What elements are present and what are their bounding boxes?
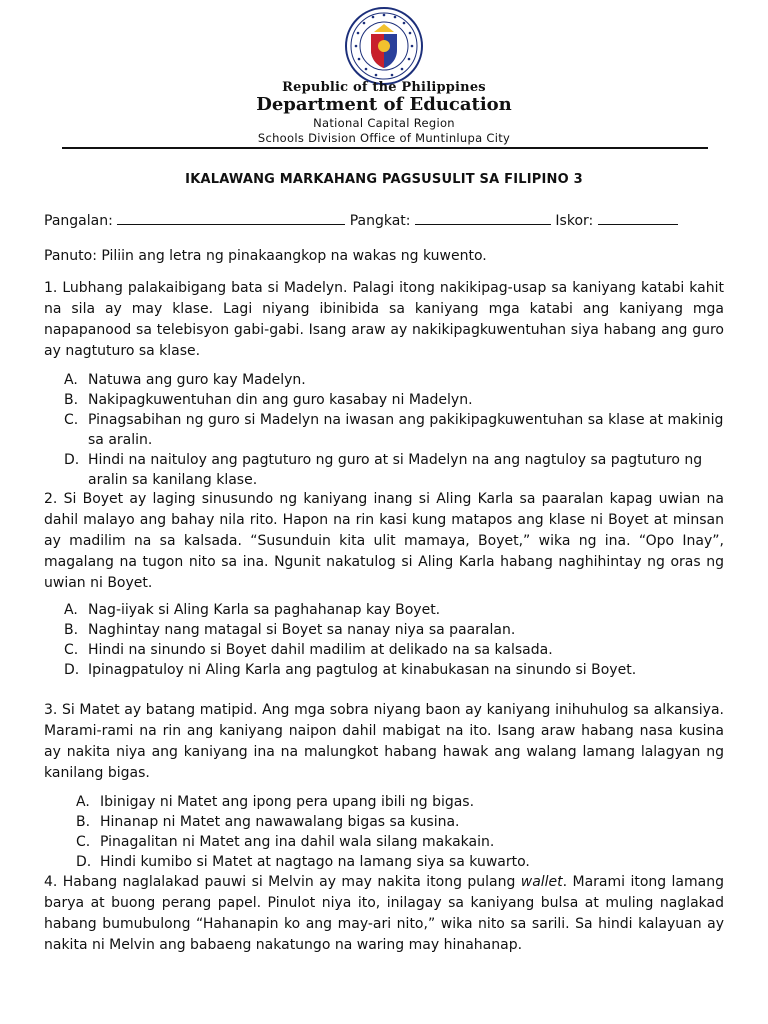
header-divider [62, 147, 708, 149]
region-heading: National Capital Region [313, 116, 455, 130]
question-3: 3. Si Matet ay batang matipid. Ang mga sobra niyang baon ay kaniyang inihuhulog sa alkansiya. Marami-rami na rin ang kaniyang naipon dahil mabigat na ito. Isang araw habang nasa kusina ay nakita niya ang kaniyang ina na malungkot habang hawak ang walang lamang lalagyan ng kanilang bigas. [44, 702, 724, 781]
choice[interactable]: A. Natuwa ang guro kay Madelyn. [64, 372, 306, 388]
choice[interactable]: B. Naghintay nang matagal si Boyet sa nanay niya sa paaralan. [64, 622, 516, 638]
question-1-choices [64, 370, 726, 490]
score-blank[interactable] [598, 211, 678, 225]
exam-title: IKALAWANG MARKAHANG PAGSUSULIT SA FILIPINO 3 [185, 172, 583, 187]
score-label: Iskor [555, 213, 589, 229]
choice[interactable]: C. Pinagsabihan ng guro si Madelyn na iwasan ang pakikipagkuwentuhan sa klase at makinig sa aralin. [64, 412, 724, 448]
choice[interactable]: A. Nag-iiyak si Aling Karla sa paghahanap kay Boyet. [64, 602, 441, 618]
question-2: 2. Si Boyet ay laging sinusundo ng kaniyang inang si Aling Karla sa paaralan kapag uwian na dahil malayo ang bahay nila rito. Hapon na rin kasi kung matapos ang klase ni Boyet at minsan ay madilim na sa kalsada. “Susunduin kita ulit mamaya, Boyet,” wika ng ina. “Opo Inay”, magalang na tugon nito sa ina. Ngunit nakatulog si Aling Karla habang naghihintay ng oras ng uwian ni Boyet. [44, 491, 724, 591]
section-label: Pangkat [349, 213, 406, 229]
republic-heading: Republic of the Philippines [282, 80, 486, 95]
choice[interactable]: C. Hindi na sinundo si Boyet dahil madilim at delikado na sa kalsada. [64, 642, 553, 658]
choice[interactable]: D. Hindi kumibo si Matet at nagtago na lamang siya sa kuwarto. [76, 854, 530, 870]
section-blank[interactable] [415, 211, 551, 225]
student-info-fields: Pangalan: Pangkat: Iskor: [44, 211, 678, 229]
instruction: Panuto: Piliin ang letra ng pinakaangkop na wakas ng kuwento. [44, 248, 487, 264]
italic-word: wallet [520, 874, 563, 890]
choice[interactable]: C. Pinagalitan ni Matet ang ina dahil wala silang makakain. [76, 834, 495, 850]
choice[interactable]: D. Hindi na naituloy ang pagtuturo ng guro at si Madelyn na ang nagtuloy sa pagtuturo ng aralin sa kanilang klase. [64, 452, 703, 488]
choice[interactable]: A. Ibinigay ni Matet ang ipong pera upang ibili ng bigas. [76, 794, 475, 810]
question-3-choices [76, 792, 726, 872]
department-heading: Department of Education [256, 94, 512, 115]
question-2-choices [64, 600, 726, 680]
question-1: 1. Lubhang palakaibigang bata si Madelyn. Palagi itong nakikipag-usap sa kaniyang katabi kahit na sila ay may klase. Lagi niyang ibinibida sa kaniyang mga katabi ang kaniyang mga napapanood sa telebisyon gabi-gabi. Isang araw ay nakikipagkuwentuhan siya habang ang guro ay nagtuturo sa klase. [44, 280, 724, 359]
choice[interactable]: D. Ipinagpatuloy ni Aling Karla ang pagtulog at kinabukasan na sinundo si Boyet. [64, 662, 637, 678]
deped-seal-icon [344, 6, 424, 86]
division-heading: Schools Division Office of Muntinlupa City [257, 131, 511, 145]
question-4: 4. Habang naglalakad pauwi si Melvin ay may nakita itong pulang wallet. Marami itong lamang barya at buong perang papel. Pinulot niya ito, inilagay sa kaniyang bulsa at muling naglakad habang bumubulong “Hahanapin ko ang may-ari nito,” wika nito sa sarili. Sa hindi kalayuan ay nakita ni Melvin ang babaeng nakatungo na waring may hinahanap. [44, 874, 724, 953]
name-label: Pangalan [44, 213, 109, 229]
name-blank[interactable] [117, 211, 345, 225]
choice[interactable]: B. Hinanap ni Matet ang nawawalang bigas sa kusina. [76, 814, 460, 830]
choice[interactable]: B. Nakipagkuwentuhan din ang guro kasabay ni Madelyn. [64, 392, 473, 408]
